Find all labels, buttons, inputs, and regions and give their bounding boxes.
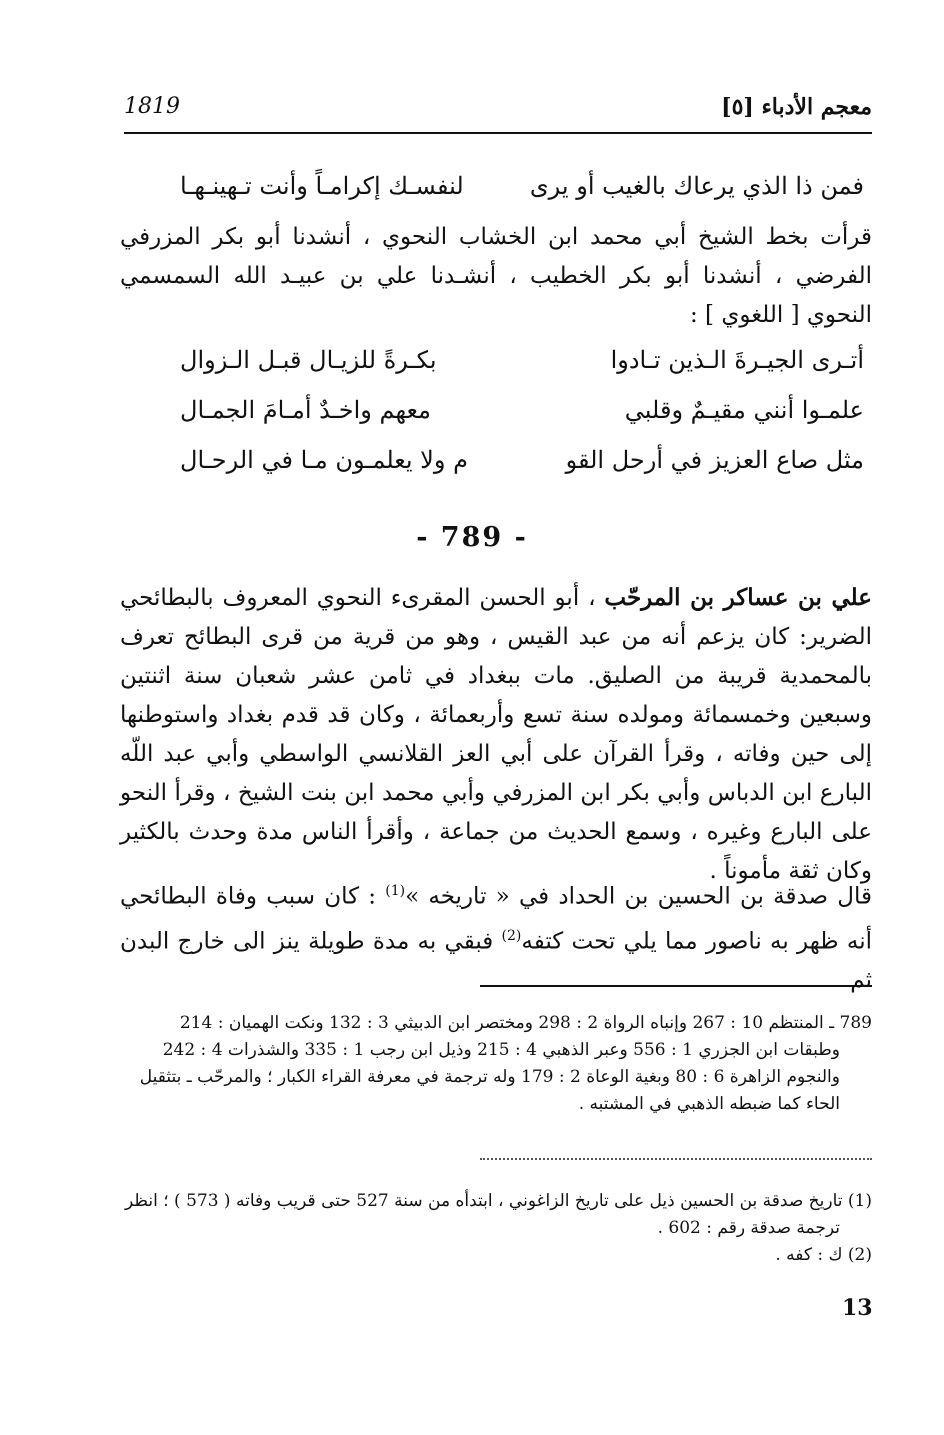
footnote-1: (1) تاريخ صدقة بن الحسين ذيل على تاريخ الزاغوني ، ابتدأه من سنة 527 حتى قريب وفاته ( 573 ) ؛ انظر [125,1191,872,1211]
verse-hemistich-second: بكـرةً للزيـال قبـل الـزوال [180,346,437,374]
source-line: والنجوم الزاهرة 6 : 80 وبغية الوعاة 2 : 179 وله ترجمة في معرفة القراء الكبار ؛ والمرحّب ـ بتثقيل [139,1067,840,1087]
paragraph-part: قال صدقة بن الحسين بن الحداد في « تاريخه » [405,883,872,910]
source-line: 789 ـ المنتظم 10 : 267 وإنباه الرواة 2 : 298 ومختصر ابن الدبيثي 3 : 132 ونكت الهميان : 214 [179,1013,872,1033]
footnote-1-cont: ترجمة صدقة رقم : 602 . [657,1218,840,1238]
entry-name: علي بن عساكر بن المرحّب [604,584,872,611]
source-line: الحاء كما ضبطه الذهبي في المشتبه . [578,1094,840,1114]
poem-line-2 [150,396,864,440]
entry-number: - 789 - [416,522,528,553]
footnote-divider [480,1158,872,1160]
footnote-separator [480,985,872,987]
verse-hemistich-first: فمن ذا الذي يرعاك بالغيب أو يرى [529,172,864,200]
running-title: معجم الأدباء [٥] [721,94,872,120]
verse-line [150,172,864,216]
page-number: 1819 [124,94,180,119]
signature-mark: 13 [842,1295,873,1321]
footnote-ref: (2) [501,927,522,944]
verse-hemistich-second: معهم واخـدٌ أمـامَ الجمـال [180,396,431,424]
verse-hemistich-second: لنفسـك إكرامـاً وأنت تـهينـهـا [180,172,464,200]
verse-hemistich-second: م ولا يعلمـون مـا في الرحـال [180,446,468,474]
paragraph-isnad [120,218,872,335]
poem-line-1 [150,346,864,390]
verse-hemistich-first: أتـرى الجيـرةَ الـذين تـادوا [610,346,864,374]
verse-hemistich-first: علمـوا أنني مقيـمٌ وقلبي [624,396,864,424]
footnote-ref: (1) [385,883,406,899]
entry-text: ، أبو الحسن المقرىء النحوي المعروف بالبطائحي الضرير: كان يزعم أنه من عبد القيس ، وهو من قرية من قرى البطائح تعرف بالمحمدية قريبة من الصليق. مات ببغداد في ثامن عشر شعبان سنة اثنتين وسبعين وخمسمائة ومولده سنة تسع وأربعمائة ، وكان قد قدم بغداد واستوطنها إلى حين وفاته ، وقرأ القرآن على أبي العز القلانسي الواسطي وأبي عبد اللّه البارع ابن الدباس وأبي بكر ابن المزرفي وأبي محمد ابن بنت الشيخ ، وقرأ النحو على البارع وغيره ، وسمع الحديث من جماعة ، وأقرأ الناس مدة وحدث بالكثير وكان ثقة مأموناً . [120,585,872,884]
paragraph-text: قرأت بخط الشيخ أبي محمد ابن الخشاب النحوي ، أنشدنا أبو بكر المزرفي الفرضي ، أنشدنا أبو بكر الخطيب ، أنشـدنا علي بن عبيـد الله السمسمي النحوي [ اللغوي ] : [120,224,872,328]
paragraph-part: فبقي به مدة طويلة ينز الى خارج البدن ثم [120,928,872,994]
entry-paragraph [120,578,872,891]
paragraph-death-cause [120,872,872,1000]
footnotes-block [120,1188,872,1269]
page-header [124,92,872,134]
paragraph-part: : كان سبب وفاة البطائحي أنه ظهر به ناصور مما يلي تحت كتفه [120,883,872,955]
entry-body [120,578,872,891]
paragraph-text [120,872,872,1000]
verse-hemistich-first: مثل صاع العزيز في أرحل القو [565,446,864,474]
footnote-2: (2) ك : كفه . [775,1245,872,1265]
poem-line-3 [150,446,864,490]
sources-block [120,1010,872,1118]
source-line: وطبقات ابن الجزري 1 : 556 وعبر الذهبي 4 : 215 وذيل ابن رجب 1 : 335 والشذرات 4 : 242 [162,1040,840,1060]
